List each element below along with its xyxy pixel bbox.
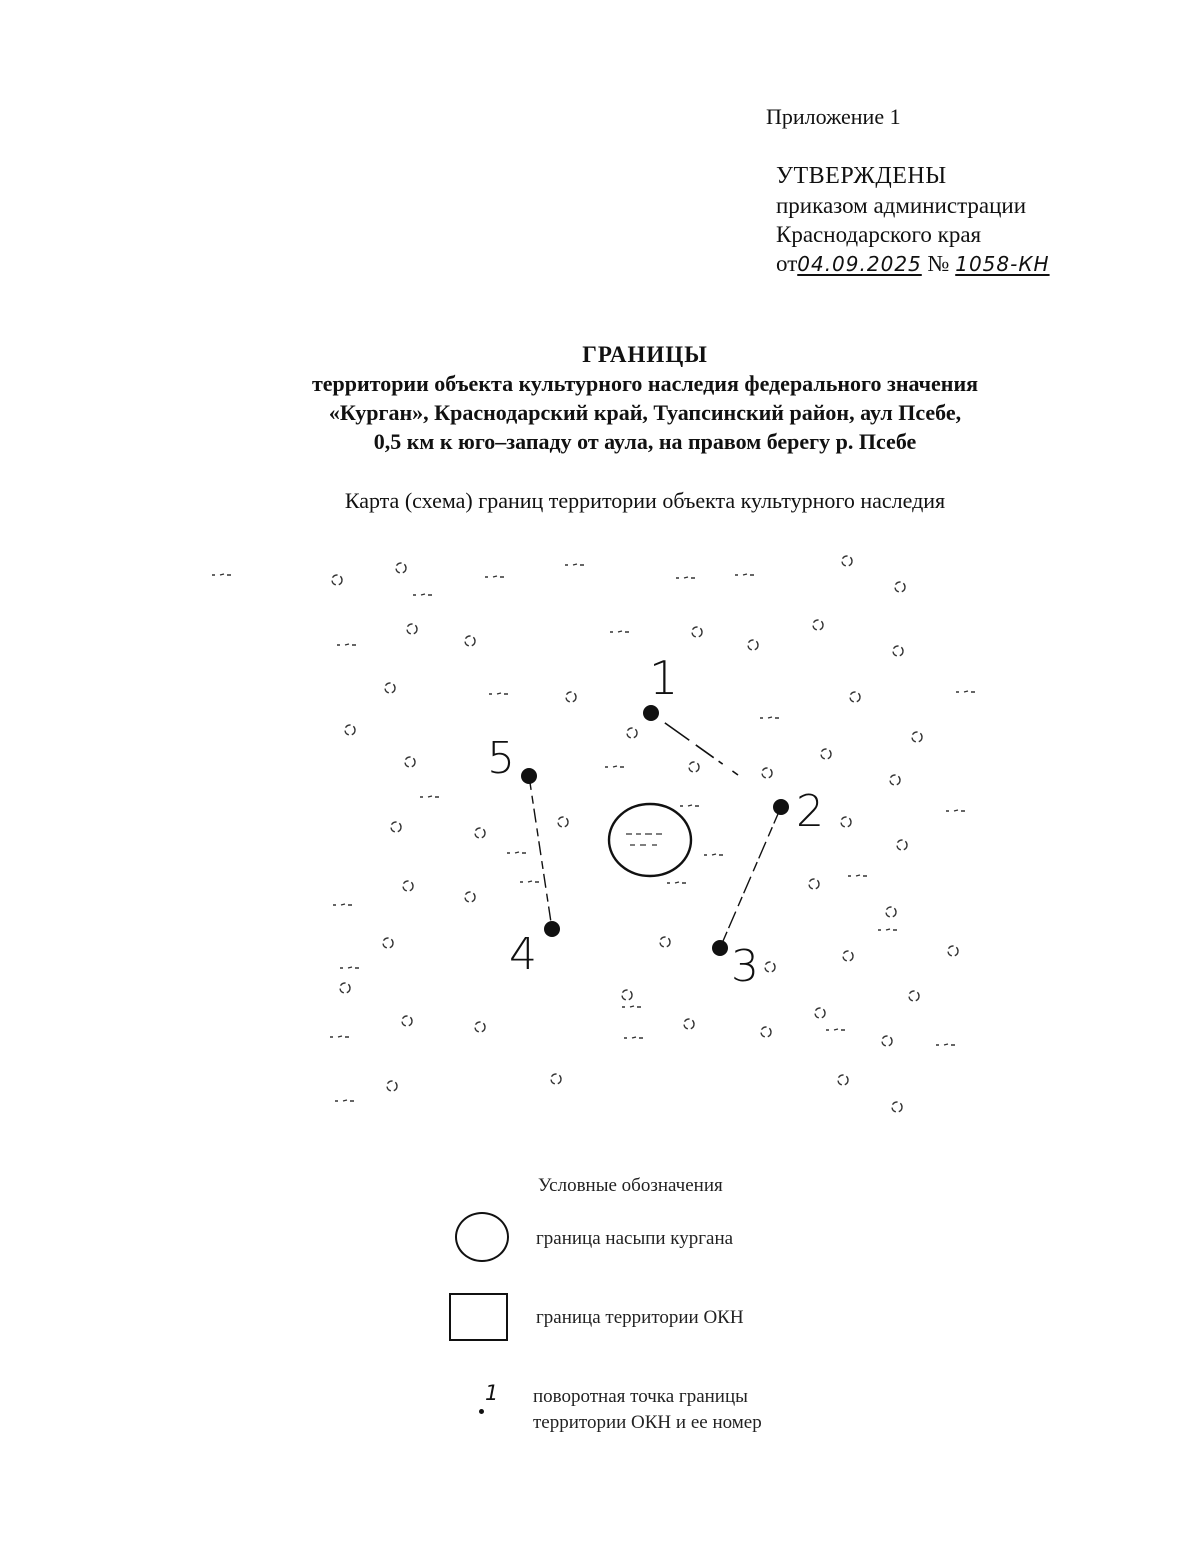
boundary-segment-2-3	[720, 807, 781, 948]
boundary-segment-1-2	[651, 713, 738, 775]
map-scan-tick	[622, 1006, 641, 1007]
map-scan-ring	[813, 620, 823, 630]
map-scan-ring	[761, 1027, 771, 1037]
map-scan-tick	[420, 796, 439, 797]
map-scan-ring	[948, 946, 958, 956]
map-scan-tick	[936, 1044, 955, 1045]
mound-inner-marks	[626, 834, 662, 845]
map-scan-ring	[838, 1075, 848, 1085]
map-scan-ring	[765, 962, 775, 972]
map-scan-ring	[340, 983, 350, 993]
map-scan-ring	[465, 636, 475, 646]
boundary-lines	[529, 713, 781, 948]
turn-point-label-5: 5	[487, 733, 515, 784]
map-scan-ring	[385, 683, 395, 693]
map-scan-ring	[332, 575, 342, 585]
map-scan-ring	[403, 881, 413, 891]
turn-point-label-4: 4	[509, 929, 537, 980]
map-scan-tick	[826, 1029, 845, 1030]
turn-point-label-3: 3	[731, 941, 759, 992]
map-scan-ring	[551, 1074, 561, 1084]
map-scan-tick	[624, 1037, 643, 1038]
title-line-1: территории объекта культурного наследия федерального значения	[311, 371, 979, 396]
turn-point-5	[521, 768, 537, 784]
map-scan-ring	[396, 563, 406, 573]
map-scan-ring	[660, 937, 670, 947]
map-scan-ring	[465, 892, 475, 902]
map-scan-ring	[748, 640, 758, 650]
map-scan-tick	[735, 574, 754, 575]
turn-point-label-1: 1	[649, 651, 679, 705]
map-scan-ring	[809, 879, 819, 889]
map-scan-ring	[402, 1016, 412, 1026]
boundary-segment-5-4	[529, 776, 552, 929]
approval-line-1: приказом администрации	[776, 193, 1027, 218]
turn-point-1	[643, 705, 659, 721]
map-scan-ring	[566, 692, 576, 702]
approval-line-2: Краснодарского края	[776, 222, 982, 247]
map-scan-tick	[335, 1100, 354, 1101]
turn-point-2	[773, 799, 789, 815]
map-scan-ring	[890, 775, 900, 785]
appendix-label: Приложение 1	[766, 104, 901, 129]
map-scan-ring	[627, 728, 637, 738]
map-scan-tick	[489, 693, 508, 694]
legend-square-icon	[449, 1293, 508, 1341]
map-scan-ring	[762, 768, 772, 778]
legend-turn-point-line-2: территории ОКН и ее номер	[533, 1412, 762, 1433]
map-scan-ring	[843, 951, 853, 961]
map-scan-ring	[850, 692, 860, 702]
turn-point-3	[712, 940, 728, 956]
order-prefix: от	[776, 251, 798, 276]
map-scan-tick	[605, 766, 624, 767]
map-scan-ring	[407, 624, 417, 634]
turn-point-4	[544, 921, 560, 937]
map-scan-ring	[842, 556, 852, 566]
legend-point-icon	[479, 1409, 484, 1414]
turn-point-label-2: 2	[796, 786, 824, 837]
approval-heading: УТВЕРЖДЕНЫ	[776, 163, 947, 189]
map-scan-ring	[821, 749, 831, 759]
map-scan-tick	[565, 564, 584, 565]
map-background-marks	[212, 556, 975, 1112]
map-scan-ring	[692, 627, 702, 637]
map-scan-ring	[345, 725, 355, 735]
map-scan-tick	[413, 594, 432, 595]
order-date: 04.09.2025	[797, 252, 922, 276]
map-scan-tick	[330, 1036, 349, 1037]
map-scan-tick	[520, 881, 539, 882]
map-scan-ring	[912, 732, 922, 742]
map-scan-tick	[680, 805, 699, 806]
legend-okn-boundary: граница территории ОКН	[536, 1307, 744, 1328]
order-number-sign: №	[927, 251, 950, 276]
map-scan-ring	[893, 646, 903, 656]
map-scan-ring	[475, 1022, 485, 1032]
map-scan-ring	[684, 1019, 694, 1029]
map-scan-tick	[760, 717, 779, 718]
map-scan-ring	[882, 1036, 892, 1046]
mound-boundary-circle	[609, 804, 691, 876]
map-scan-tick	[212, 574, 231, 575]
map-scan-tick	[610, 631, 629, 632]
map-scan-tick	[956, 691, 975, 692]
map-scan-ring	[622, 990, 632, 1000]
map-scan-tick	[667, 882, 686, 883]
legend-point-number: 1	[485, 1381, 499, 1405]
title-line-3: 0,5 км к юго–западу от аула, на правом берегу р. Псебе	[373, 429, 917, 454]
turn-points	[521, 705, 789, 956]
legend-mound-boundary: граница насыпи кургана	[536, 1228, 734, 1249]
legend-circle-icon	[455, 1212, 509, 1262]
map-scan-tick	[878, 929, 897, 930]
map-scan-ring	[886, 907, 896, 917]
scheme-caption: Карта (схема) границ территории объекта культурного наследия	[344, 488, 946, 513]
map-scan-ring	[391, 822, 401, 832]
map-scan-tick	[676, 577, 695, 578]
turn-point-labels	[487, 651, 824, 992]
map-scan-ring	[475, 828, 485, 838]
map-scan-ring	[897, 840, 907, 850]
map-scan-ring	[383, 938, 393, 948]
map-scan-ring	[815, 1008, 825, 1018]
title-line-2: «Курган», Краснодарский край, Туапсинский район, аул Псебе,	[328, 400, 962, 425]
map-scan-ring	[909, 991, 919, 1001]
map-scan-ring	[387, 1081, 397, 1091]
map-scan-tick	[485, 576, 504, 577]
map-scan-tick	[337, 644, 356, 645]
map-scan-ring	[558, 817, 568, 827]
map-scan-ring	[405, 757, 415, 767]
map-scan-ring	[689, 762, 699, 772]
map-scan-tick	[333, 904, 352, 905]
map-scan-tick	[704, 854, 723, 855]
order-number: 1058-КН	[955, 252, 1050, 276]
legend-title: Условные обозначения	[538, 1175, 723, 1196]
map-scan-tick	[340, 967, 359, 968]
map-scan-tick	[848, 875, 867, 876]
legend-turn-point-line-1: поворотная точка границы	[533, 1386, 748, 1407]
map-scan-tick	[946, 810, 965, 811]
title-main: ГРАНИЦЫ	[582, 342, 708, 367]
map-scan-ring	[895, 582, 905, 592]
map-scan-ring	[892, 1102, 902, 1112]
map-scan-tick	[507, 852, 526, 853]
map-scan-ring	[841, 817, 851, 827]
